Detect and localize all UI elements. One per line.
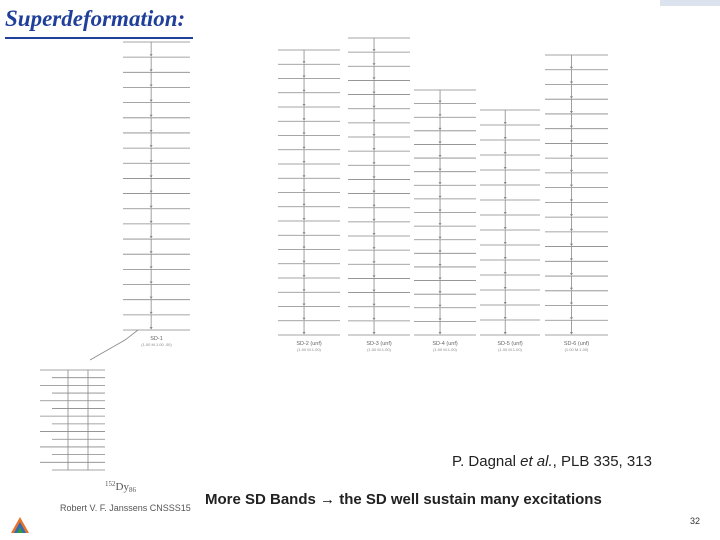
gamma-arrowhead [303,90,306,93]
gamma-arrowhead [373,92,376,95]
slide-title: Superdeformation: [5,6,186,31]
gamma-arrowhead [150,130,153,133]
reference-citation [452,453,652,470]
gamma-arrowhead [373,176,376,179]
band-label: SD-3 (unf) [366,341,392,347]
gamma-arrowhead [303,133,306,136]
band-sublabel: (1.00 M.1.00) [367,347,391,352]
gamma-arrowhead [373,332,376,335]
gamma-arrowhead [570,273,573,276]
gamma-arrowhead [570,81,573,84]
gamma-arrowhead [303,175,306,178]
gamma-arrowhead [439,291,442,294]
gamma-arrowhead [570,332,573,335]
band-sublabel: (1.00 M.1.00) [433,347,457,352]
gamma-arrowhead [303,190,306,193]
gamma-arrowhead [150,251,153,254]
gamma-arrowhead [150,221,153,224]
gamma-arrowhead [439,278,442,281]
gamma-arrowhead [150,160,153,163]
band-sublabel: (1.00 M.1.00) [297,347,321,352]
level-scheme-svg [30,30,670,500]
reference-etal: et al. [520,453,553,470]
gamma-arrowhead [373,318,376,321]
gamma-arrowhead [439,332,442,335]
gamma-arrowhead [150,69,153,72]
reference-journal: PLB 335, 313 [561,453,652,470]
gamma-arrowhead [439,101,442,104]
gamma-arrowhead [439,182,442,185]
page-number: 32 [689,516,700,526]
band-label: SD-1 [150,336,163,342]
band-sublabel: (1.00 M.1.00) [498,347,522,352]
gamma-arrowhead [373,261,376,264]
gamma-arrowhead [373,134,376,137]
gamma-arrowhead [373,275,376,278]
gamma-arrowhead [150,312,153,315]
gamma-arrowhead [439,237,442,240]
gamma-arrowhead [150,84,153,87]
gamma-arrowhead [504,167,507,170]
gamma-arrowhead [303,318,306,321]
gamma-arrowhead [570,199,573,202]
gamma-arrowhead [150,145,153,148]
gamma-arrowhead [504,272,507,275]
gamma-arrowhead [303,147,306,150]
gamma-arrowhead [303,76,306,79]
gamma-arrowhead [570,170,573,173]
gamma-arrowhead [303,104,306,107]
reference-comma: , [552,453,561,470]
nucleus-label: $^{152}$Dy86 [105,480,136,494]
band-label: SD-5 (unf) [497,341,523,347]
institution-logo-icon [10,516,30,536]
gamma-arrowhead [439,114,442,117]
gamma-arrowhead [303,275,306,278]
gamma-arrowhead [570,155,573,158]
gamma-arrowhead [504,122,507,125]
headline-part1: More SD Bands [205,491,316,508]
gamma-arrowhead [373,148,376,151]
gamma-arrowhead [303,304,306,307]
gamma-arrowhead [504,317,507,320]
gamma-arrowhead [373,290,376,293]
gamma-arrowhead [150,206,153,209]
gamma-arrowhead [570,229,573,232]
band-label: SD-6 (unf) [563,341,590,347]
gamma-arrowhead [439,223,442,226]
gamma-arrowhead [150,115,153,118]
slide-headline [205,491,602,508]
gamma-arrowhead [504,257,507,260]
gamma-arrowhead [150,327,153,330]
gamma-arrowhead [504,302,507,305]
gamma-arrowhead [439,305,442,308]
gamma-arrowhead [150,236,153,239]
headline-part2: the SD well sustain many excitations [339,491,602,508]
gamma-arrowhead [570,303,573,306]
gamma-arrowhead [504,287,507,290]
gamma-arrowhead [373,49,376,52]
gamma-arrowhead [303,161,306,164]
gamma-arrowhead [504,197,507,200]
gamma-arrowhead [570,244,573,247]
gamma-arrowhead [303,261,306,264]
gamma-arrowhead [570,258,573,261]
gamma-arrowhead [303,289,306,292]
gamma-arrowhead [570,288,573,291]
gamma-arrowhead [439,155,442,158]
gamma-arrowhead [150,297,153,300]
gamma-arrowhead [504,137,507,140]
gamma-arrowhead [373,304,376,307]
gamma-arrowhead [303,204,306,207]
gamma-arrowhead [439,318,442,321]
gamma-arrowhead [439,264,442,267]
gamma-arrowhead [373,77,376,80]
gamma-arrowhead [303,247,306,250]
author-footer: Robert V. F. Janssens CNSSS15 [60,503,191,513]
gamma-arrowhead [570,214,573,217]
level-scheme-diagram [30,30,670,500]
gamma-arrowhead [373,233,376,236]
gamma-arrowhead [504,182,507,185]
gamma-arrowhead [373,219,376,222]
gamma-arrowhead [303,218,306,221]
gamma-arrowhead [439,128,442,131]
gamma-arrowhead [504,212,507,215]
gamma-arrowhead [504,332,507,335]
band-label: SD-2 (unf) [296,341,322,347]
gamma-arrowhead [373,247,376,250]
gamma-arrowhead [303,232,306,235]
gamma-arrowhead [150,54,153,57]
gamma-arrowhead [439,210,442,213]
gamma-arrowhead [373,162,376,165]
header-decoration [660,0,720,6]
gamma-arrowhead [439,169,442,172]
gamma-arrowhead [570,317,573,320]
gamma-arrowhead [504,152,507,155]
gamma-arrowhead [570,140,573,143]
gamma-arrowhead [150,175,153,178]
gamma-arrowhead [373,191,376,194]
reference-author: P. Dagnal [452,453,516,470]
gamma-arrowhead [373,120,376,123]
gamma-arrowhead [150,191,153,194]
gamma-arrowhead [570,67,573,70]
band-sublabel: (1.00 M.1.00) [564,347,589,352]
gamma-arrowhead [504,242,507,245]
gamma-arrowhead [150,100,153,103]
gamma-arrowhead [504,227,507,230]
band-sublabel: (1.00 M.1.00 .00) [141,342,172,347]
gamma-arrowhead [373,106,376,109]
right-arrow-icon: → [320,491,336,508]
gamma-arrowhead [439,250,442,253]
gamma-arrowhead [303,118,306,121]
gamma-arrowhead [570,185,573,188]
gamma-arrowhead [570,126,573,128]
gamma-arrowhead [570,96,573,99]
gamma-arrowhead [150,282,153,285]
gamma-arrowhead [373,63,376,66]
gamma-arrowhead [303,61,306,64]
gamma-arrowhead [439,196,442,199]
gamma-arrowhead [303,332,306,335]
band-label: SD-4 (unf) [432,341,458,347]
gamma-arrowhead [150,266,153,269]
gamma-arrowhead [570,111,573,114]
gamma-arrowhead [439,141,442,144]
decay-out-path [90,330,138,360]
gamma-arrowhead [373,205,376,208]
